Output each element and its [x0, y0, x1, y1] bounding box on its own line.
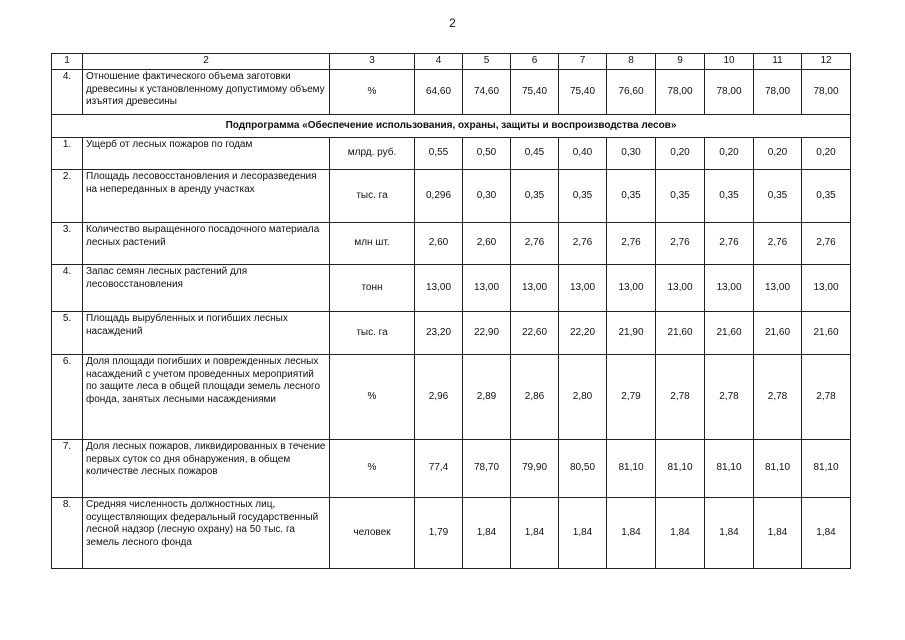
value-cell: 22,60	[511, 312, 559, 355]
value-cell: 0,30	[463, 170, 511, 223]
value-cell: 75,40	[511, 70, 559, 115]
value-cell: 2,79	[607, 355, 656, 440]
header-cell: 6	[511, 54, 559, 70]
value-cell: 74,60	[463, 70, 511, 115]
header-cell: 11	[754, 54, 802, 70]
header-cell: 3	[330, 54, 415, 70]
value-cell: 22,90	[463, 312, 511, 355]
value-cell: 76,60	[607, 70, 656, 115]
value-cell: 13,00	[705, 265, 754, 312]
value-cell: 0,35	[656, 170, 705, 223]
value-cell: 78,00	[656, 70, 705, 115]
value-cell: 75,40	[559, 70, 607, 115]
value-cell: 81,10	[802, 440, 851, 498]
header-cell: 1	[52, 54, 83, 70]
value-cell: 0,35	[607, 170, 656, 223]
value-cell: 78,00	[802, 70, 851, 115]
value-cell: 23,20	[415, 312, 463, 355]
header-cell: 4	[415, 54, 463, 70]
row-number: 2.	[52, 170, 83, 223]
value-cell: 0,30	[607, 138, 656, 170]
table-row	[52, 498, 851, 569]
value-cell: 0,35	[511, 170, 559, 223]
value-cell: 81,10	[607, 440, 656, 498]
header-cell: 5	[463, 54, 511, 70]
value-cell: 2,76	[511, 223, 559, 265]
value-cell: 13,00	[463, 265, 511, 312]
table-row	[52, 440, 851, 498]
row-number: 8.	[52, 498, 83, 569]
value-cell: 1,84	[754, 498, 802, 569]
table-row	[52, 223, 851, 265]
indicators-table	[51, 53, 851, 569]
value-cell: 1,84	[463, 498, 511, 569]
indicator-unit: млн шт.	[330, 223, 415, 265]
header-cell: 2	[83, 54, 330, 70]
value-cell: 81,10	[754, 440, 802, 498]
value-cell: 2,60	[415, 223, 463, 265]
indicator-unit: %	[330, 355, 415, 440]
indicator-name: Количество выращенного посадочного материала лесных растений	[83, 223, 330, 265]
value-cell: 2,60	[463, 223, 511, 265]
value-cell: 0,20	[754, 138, 802, 170]
value-cell: 2,76	[705, 223, 754, 265]
value-cell: 21,60	[656, 312, 705, 355]
row-number: 7.	[52, 440, 83, 498]
indicator-name: Запас семян лесных растений для лесовосстановления	[83, 265, 330, 312]
value-cell: 21,60	[754, 312, 802, 355]
indicator-name: Площадь лесовосстановления и лесоразведения на непереданных в аренду участках	[83, 170, 330, 223]
value-cell: 0,55	[415, 138, 463, 170]
row-number: 3.	[52, 223, 83, 265]
value-cell: 0,20	[802, 138, 851, 170]
value-cell: 0,20	[656, 138, 705, 170]
value-cell: 2,78	[705, 355, 754, 440]
row-number: 4.	[52, 70, 83, 115]
header-cell: 8	[607, 54, 656, 70]
value-cell: 21,90	[607, 312, 656, 355]
value-cell: 13,00	[754, 265, 802, 312]
value-cell: 0,296	[415, 170, 463, 223]
value-cell: 21,60	[705, 312, 754, 355]
row-number: 6.	[52, 355, 83, 440]
value-cell: 1,84	[705, 498, 754, 569]
row-number: 1.	[52, 138, 83, 170]
value-cell: 81,10	[656, 440, 705, 498]
table-row	[52, 265, 851, 312]
header-cell: 7	[559, 54, 607, 70]
indicator-name: Доля лесных пожаров, ликвидированных в течение первых суток со дня обнаружения, в общем количестве лесных пожаров	[83, 440, 330, 498]
value-cell: 13,00	[802, 265, 851, 312]
section-row	[52, 115, 851, 138]
indicator-unit: %	[330, 70, 415, 115]
value-cell: 0,20	[705, 138, 754, 170]
value-cell: 13,00	[607, 265, 656, 312]
indicator-name: Отношение фактического объема заготовки древесины к установленному допустимому объему изъятия древесины	[83, 70, 330, 115]
value-cell: 13,00	[559, 265, 607, 312]
table-row	[52, 138, 851, 170]
value-cell: 77,4	[415, 440, 463, 498]
value-cell: 2,76	[802, 223, 851, 265]
value-cell: 0,35	[705, 170, 754, 223]
indicator-unit: млрд. руб.	[330, 138, 415, 170]
value-cell: 78,00	[754, 70, 802, 115]
value-cell: 0,35	[559, 170, 607, 223]
value-cell: 13,00	[656, 265, 705, 312]
value-cell: 0,35	[754, 170, 802, 223]
value-cell: 1,84	[656, 498, 705, 569]
header-row	[52, 54, 851, 70]
value-cell: 80,50	[559, 440, 607, 498]
value-cell: 2,76	[754, 223, 802, 265]
value-cell: 0,35	[802, 170, 851, 223]
value-cell: 2,78	[656, 355, 705, 440]
row-number: 4.	[52, 265, 83, 312]
value-cell: 79,90	[511, 440, 559, 498]
indicator-name: Ущерб от лесных пожаров по годам	[83, 138, 330, 170]
table-row	[52, 170, 851, 223]
value-cell: 2,76	[559, 223, 607, 265]
value-cell: 0,50	[463, 138, 511, 170]
value-cell: 1,84	[559, 498, 607, 569]
value-cell: 78,70	[463, 440, 511, 498]
section-title: Подпрограмма «Обеспечение использования, охраны, защиты и воспроизводства лесов»	[52, 115, 851, 138]
indicator-unit: человек	[330, 498, 415, 569]
value-cell: 1,79	[415, 498, 463, 569]
value-cell: 2,78	[802, 355, 851, 440]
page-number: 2	[449, 16, 456, 30]
indicator-name: Доля площади погибших и поврежденных лесных насаждений с учетом проведенных мероприятий по защите леса в общей площади земель лесного фонда, занятых лесными насаждениями	[83, 355, 330, 440]
value-cell: 1,84	[607, 498, 656, 569]
indicator-unit: тыс. га	[330, 170, 415, 223]
row-number: 5.	[52, 312, 83, 355]
value-cell: 2,76	[656, 223, 705, 265]
indicator-name: Площадь вырубленных и погибших лесных насаждений	[83, 312, 330, 355]
table-row	[52, 70, 851, 115]
header-cell: 9	[656, 54, 705, 70]
table-row	[52, 355, 851, 440]
value-cell: 2,80	[559, 355, 607, 440]
header-cell: 12	[802, 54, 851, 70]
indicator-unit: тонн	[330, 265, 415, 312]
table-row	[52, 312, 851, 355]
value-cell: 2,96	[415, 355, 463, 440]
value-cell: 64,60	[415, 70, 463, 115]
indicator-unit: тыс. га	[330, 312, 415, 355]
value-cell: 21,60	[802, 312, 851, 355]
value-cell: 2,89	[463, 355, 511, 440]
indicator-name: Средняя численность должностных лиц, осуществляющих федеральный государственный лесной надзор (лесную охрану) на 50 тыс. га земель лесного фонда	[83, 498, 330, 569]
value-cell: 0,45	[511, 138, 559, 170]
value-cell: 22,20	[559, 312, 607, 355]
value-cell: 2,86	[511, 355, 559, 440]
value-cell: 2,76	[607, 223, 656, 265]
value-cell: 13,00	[511, 265, 559, 312]
value-cell: 1,84	[802, 498, 851, 569]
value-cell: 13,00	[415, 265, 463, 312]
header-cell: 10	[705, 54, 754, 70]
value-cell: 78,00	[705, 70, 754, 115]
value-cell: 81,10	[705, 440, 754, 498]
indicator-unit: %	[330, 440, 415, 498]
value-cell: 0,40	[559, 138, 607, 170]
value-cell: 1,84	[511, 498, 559, 569]
value-cell: 2,78	[754, 355, 802, 440]
